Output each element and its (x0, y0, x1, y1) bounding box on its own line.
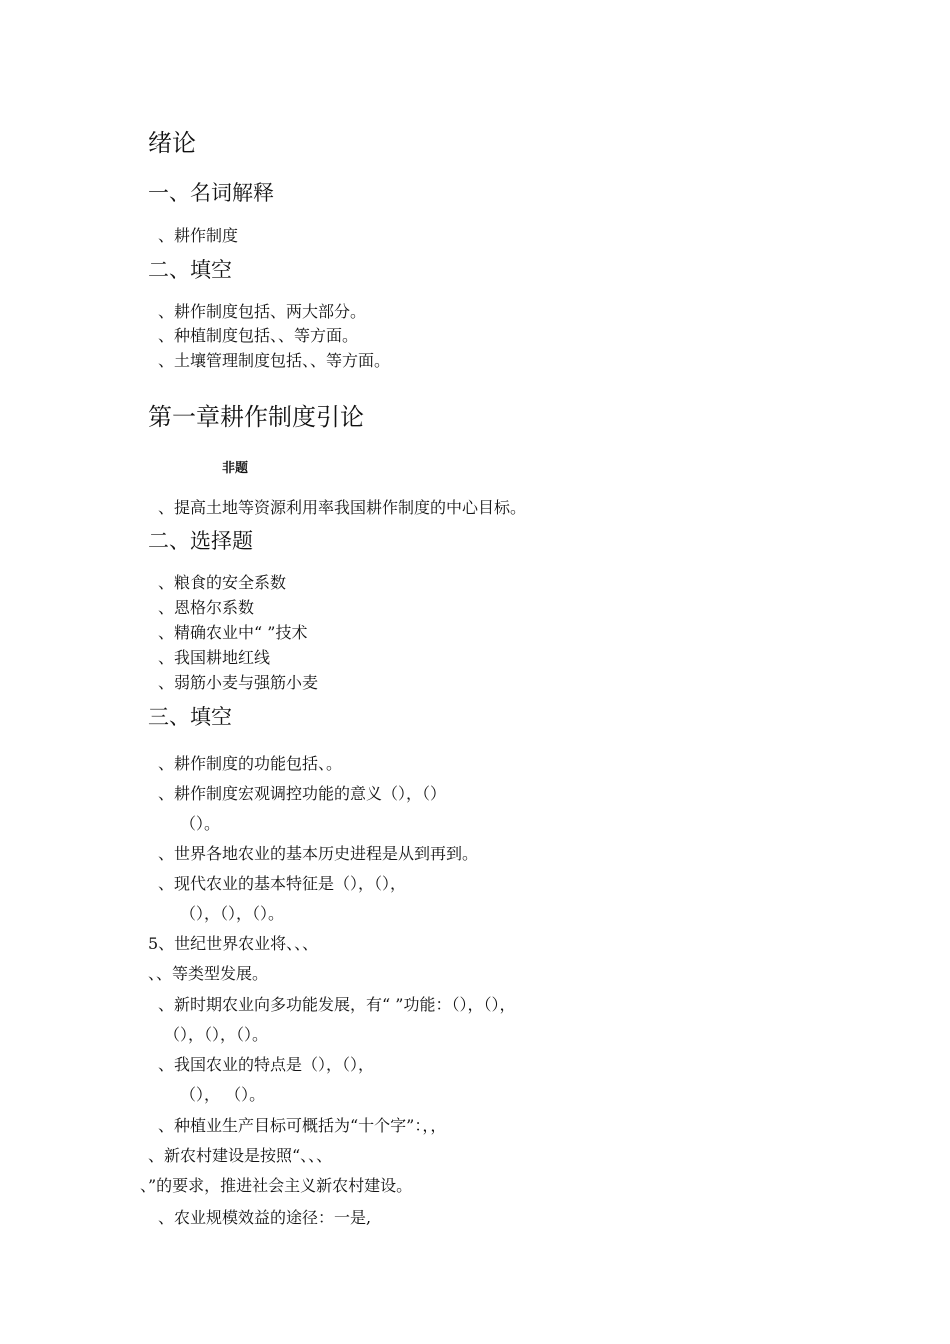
fill-line: 、我国农业的特点是（），（）， (158, 1055, 375, 1074)
list-item: 、种植制度包括、、等方面。 (158, 326, 359, 345)
section-heading-fill: 二、填空 (148, 258, 232, 282)
list-item: 、提高土地等资源利用率我国耕作制度的中心目标。 (158, 498, 527, 517)
section-heading-fill-2: 三、填空 (148, 705, 232, 729)
fill-line: 、新时期农业向多功能发展，有“ ”功能：（），（）， (158, 995, 516, 1014)
fill-line: 、现代农业的基本特征是（），（）， (158, 874, 407, 893)
fill-line: 、耕作制度的功能包括、。 (158, 754, 343, 773)
fill-line: 、”的要求，推进社会主义新农村建设。 (140, 1176, 413, 1195)
fill-line: （）。 (180, 814, 221, 833)
fill-line: 、耕作制度宏观调控功能的意义（），（） (158, 784, 447, 803)
fill-line: 、、等类型发展。 (148, 964, 269, 983)
list-item: 、耕作制度包括、两大部分。 (158, 302, 367, 321)
fill-line: （），（），（）。 (180, 904, 285, 923)
fill-line: （），（），（）。 (164, 1025, 269, 1044)
section-heading-terms: 一、名词解释 (148, 181, 274, 205)
list-item: 、精确农业中“ ”技术 (158, 623, 308, 642)
intro-title: 绪论 (148, 129, 196, 157)
list-item: 、耕作制度 (158, 226, 239, 245)
fill-line: （）， （）。 (180, 1085, 266, 1104)
judge-label: 非题 (222, 461, 249, 476)
fill-line: 、世界各地农业的基本历史进程是从到再到。 (158, 844, 479, 863)
list-item: 、我国耕地红线 (158, 648, 271, 667)
section-heading-choice: 二、选择题 (148, 529, 253, 553)
list-item: 、恩格尔系数 (158, 598, 255, 617)
chapter-title: 第一章耕作制度引论 (148, 403, 364, 431)
list-item: 、土壤管理制度包括、、等方面。 (158, 351, 391, 370)
list-item: 、弱筋小麦与强筋小麦 (158, 673, 319, 692)
fill-line: 、种植业生产目标可概括为“十个字”：，， (158, 1116, 447, 1135)
fill-line: 、新农村建设是按照“、、、 (148, 1146, 333, 1165)
list-item: 、粮食的安全系数 (158, 573, 287, 592)
fill-line: 、农业规模效益的途径：一是, (158, 1208, 372, 1227)
fill-line: 5、世纪世界农业将、、、 (148, 934, 319, 953)
